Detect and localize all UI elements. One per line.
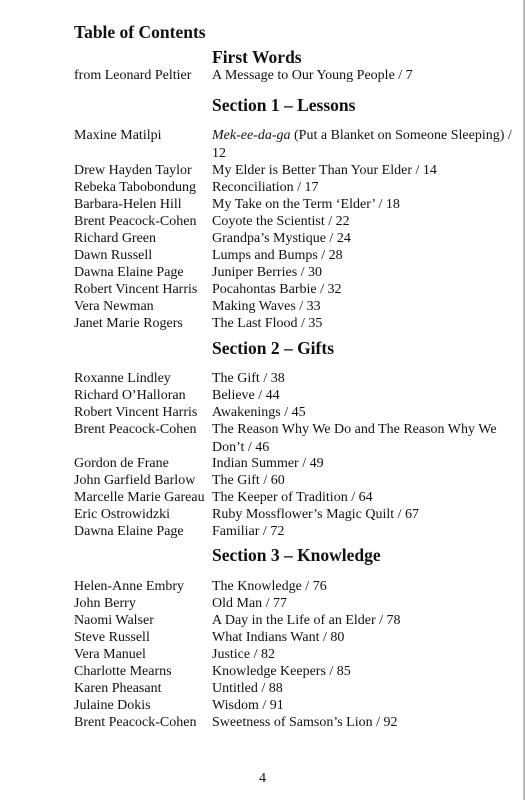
entry-author: John Garfield Barlow bbox=[74, 473, 196, 488]
entry-author: Marcelle Marie Gareau bbox=[74, 490, 205, 505]
entry-title: Old Man / 77 bbox=[212, 596, 288, 611]
entry-author: Richard O’Halloran bbox=[74, 388, 186, 403]
section-heading-knowledge: Section 3 – Knowledge bbox=[212, 545, 381, 565]
entry-title: Coyote the Scientist / 22 bbox=[212, 214, 350, 229]
entry-author: Eric Ostrowidzki bbox=[74, 507, 171, 522]
entry-title: Sweetness of Samson’s Lion / 92 bbox=[212, 715, 398, 730]
entry-title: What Indians Want / 80 bbox=[212, 630, 345, 645]
entry-title: A Day in the Life of an Elder / 78 bbox=[212, 613, 401, 628]
entry-title: Wisdom / 91 bbox=[212, 698, 284, 713]
entry-title: A Message to Our Young People / 7 bbox=[212, 68, 413, 83]
entry-title: Reconciliation / 17 bbox=[212, 180, 319, 195]
entry-title: Familiar / 72 bbox=[212, 524, 285, 539]
entry-title: Pocahontas Barbie / 32 bbox=[212, 282, 342, 297]
entry-author: Brent Peacock-Cohen bbox=[74, 715, 197, 730]
entry-author: Gordon de Frane bbox=[74, 456, 169, 471]
entry-author: Janet Marie Rogers bbox=[74, 316, 183, 331]
entry-author: Roxanne Lindley bbox=[74, 371, 171, 386]
section-heading-lessons: Section 1 – Lessons bbox=[212, 95, 356, 115]
entry-author: Steve Russell bbox=[74, 630, 150, 645]
entry-author: Dawna Elaine Page bbox=[74, 265, 184, 280]
entry-title-italic: Mek-ee-da-ga bbox=[212, 128, 291, 143]
entry-title: My Take on the Term ‘Elder’ / 18 bbox=[212, 197, 400, 212]
entry-author: Dawn Russell bbox=[74, 248, 153, 263]
entry-title: Believe / 44 bbox=[212, 388, 280, 403]
entry-title: Awakenings / 45 bbox=[212, 405, 306, 420]
entry-author: Drew Hayden Taylor bbox=[74, 163, 192, 178]
entry-title: The Gift / 38 bbox=[212, 371, 285, 386]
entry-author: Naomi Walser bbox=[74, 613, 154, 628]
entry-title: Juniper Berries / 30 bbox=[212, 265, 323, 280]
entry-title bbox=[212, 127, 512, 163]
entry-author: Brent Peacock-Cohen bbox=[74, 422, 197, 437]
entry-title: The Gift / 60 bbox=[212, 473, 285, 488]
entry-author: Maxine Matilpi bbox=[74, 128, 162, 143]
entry-author: Barbara-Helen Hill bbox=[74, 197, 182, 212]
entry-author: Richard Green bbox=[74, 231, 157, 246]
entry-author: Dawna Elaine Page bbox=[74, 524, 184, 539]
entry-author: from Leonard Peltier bbox=[74, 68, 192, 83]
entry-title: Justice / 82 bbox=[212, 647, 275, 662]
entry-author: Rebeka Tabobondung bbox=[74, 180, 197, 195]
entry-title: Knowledge Keepers / 85 bbox=[212, 664, 351, 679]
entry-author: Robert Vincent Harris bbox=[74, 282, 198, 297]
entry-author: John Berry bbox=[74, 596, 136, 611]
entry-author: Brent Peacock-Cohen bbox=[74, 214, 197, 229]
page-title: Table of Contents bbox=[74, 22, 206, 42]
entry-title: Ruby Mossflower’s Magic Quilt / 67 bbox=[212, 507, 420, 522]
entry-author: Helen-Anne Embry bbox=[74, 579, 185, 594]
entry-title: Indian Summer / 49 bbox=[212, 456, 324, 471]
entry-author: Vera Manuel bbox=[74, 647, 146, 662]
entry-title: Making Waves / 33 bbox=[212, 299, 321, 314]
entry-author: Karen Pheasant bbox=[74, 681, 162, 696]
entry-title: Untitled / 88 bbox=[212, 681, 283, 696]
entry-title-rest: (Put a Blanket on Someone Sleeping) / 12 bbox=[212, 128, 512, 161]
entry-title: The Reason Why We Do and The Reason Why We Don’t / 46 bbox=[212, 422, 497, 455]
entry-title: The Keeper of Tradition / 64 bbox=[212, 490, 373, 505]
entry-author: Vera Newman bbox=[74, 299, 154, 314]
entry-title: Grandpa’s Mystique / 24 bbox=[212, 231, 351, 246]
section-heading-gifts: Section 2 – Gifts bbox=[212, 338, 335, 358]
entry-author: Robert Vincent Harris bbox=[74, 405, 198, 420]
entry-title: The Knowledge / 76 bbox=[212, 579, 327, 594]
page-number: 4 bbox=[259, 771, 266, 786]
entry-author: Julaine Dokis bbox=[74, 698, 151, 713]
section-heading-first-words: First Words bbox=[212, 47, 302, 67]
entry-title: The Last Flood / 35 bbox=[212, 316, 323, 331]
entry-author: Charlotte Mearns bbox=[74, 664, 172, 679]
entry-title: My Elder is Better Than Your Elder / 14 bbox=[212, 163, 437, 178]
entry-title: Lumps and Bumps / 28 bbox=[212, 248, 343, 263]
